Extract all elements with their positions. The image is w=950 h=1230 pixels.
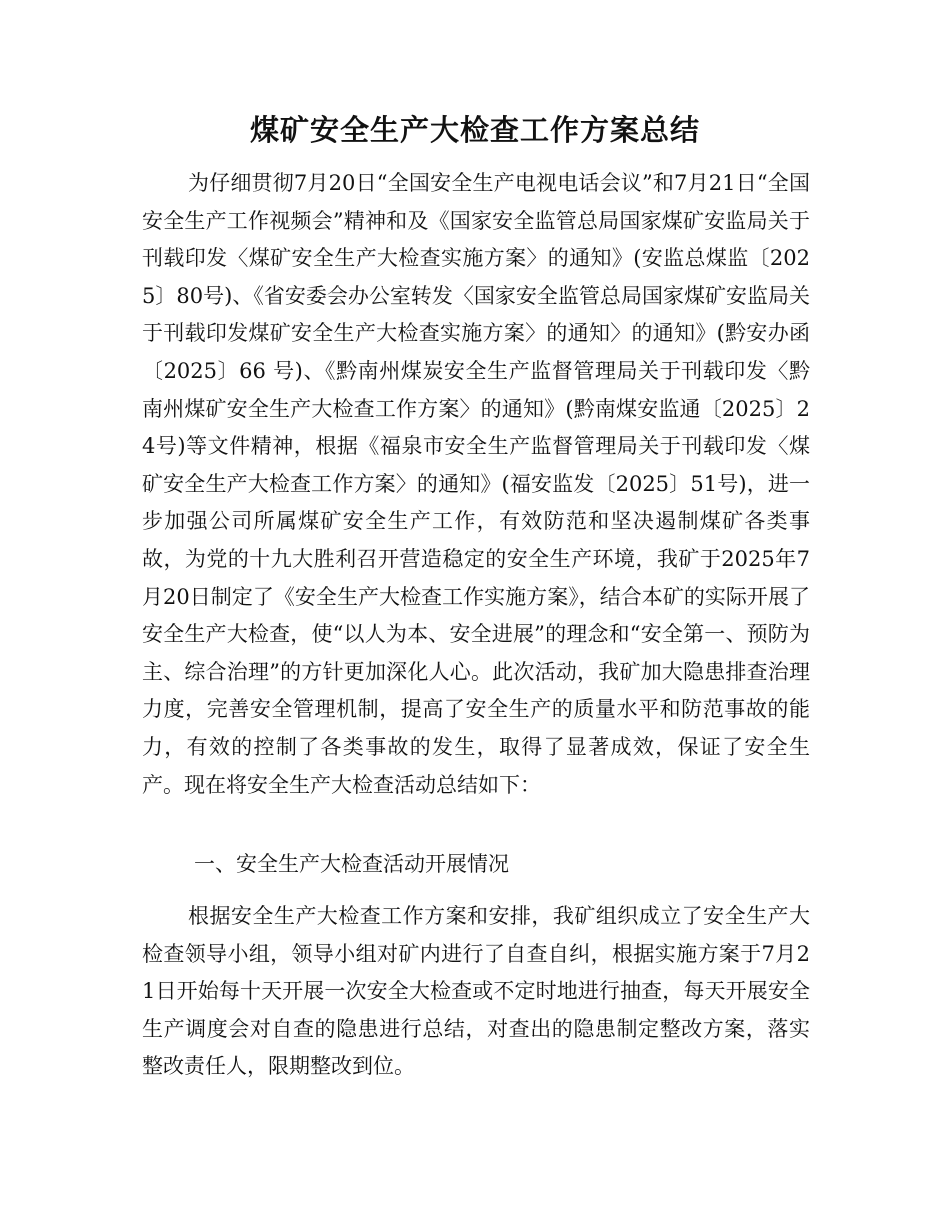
section-heading: 一、安全生产大检查活动开展情况 bbox=[194, 852, 509, 876]
paragraph-intro: 为仔细贯彻7月20日“全国安全生产电视电话会议”和7月21日“全国安全生产工作视频会”精神和及《国家安全监管总局国家煤矿安监局关于刊载印发〈煤矿安全生产大检查实施方案〉的通知》(安监总煤监〔2025〕80号)、《省安委会办公室转发〈国家安全监管总局国家煤矿安监局关于刊载印发煤矿安全生产大检查实施方案〉的通知〉的通知》(黔安办函〔2025〕66 号)、《黔南州煤炭安全生产监督管理局关于刊载印发〈黔南州煤矿安全生产大检查工作方案〉的通知》(黔南煤安监通〔2025〕24号)等文件精神，根据《福泉市安全生产监督管理局关于刊载印发〈煤矿安全生产大检查工作方案〉的通知》(福安监发〔2025〕51号)，进一步加强公司所属煤矿安全生产工作，有效防范和坚决遏制煤矿各类事故，为党的十九大胜利召开营造稳定的安全生产环境，我矿于2025年7月20日制定了《安全生产大检查工作实施方案》，结合本矿的实际开展了安全生产大检查，使“以人为本、安全进展”的理念和“安全第一、预防为主、综合治理”的方针更加深化人心。此次活动，我矿加大隐患排查治理力度，完善安全管理机制，提高了安全生产的质量水平和防范事故的能力，有效的控制了各类事故的发生，取得了显著成效，保证了安全生产。现在将安全生产大检查活动总结如下： bbox=[142, 171, 810, 797]
paragraph-section-1: 根据安全生产大检查工作方案和安排，我矿组织成立了安全生产大检查领导小组，领导小组对矿内进行了自查自纠，根据实施方案于7月21日开始每十天开展一次安全大检查或不定时地进行抽查，每天开展安全生产调度会对自查的隐患进行总结，对查出的隐患制定整改方案，落实整改责任人，限期整改到位。 bbox=[142, 904, 810, 1079]
document-title: 煤矿安全生产大检查工作方案总结 bbox=[249, 113, 700, 147]
